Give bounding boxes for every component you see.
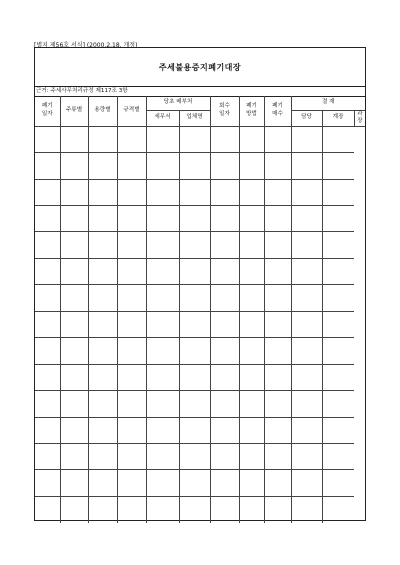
ledger-cell[interactable] bbox=[117, 205, 146, 231]
ledger-cell[interactable] bbox=[117, 391, 146, 417]
ledger-row bbox=[35, 417, 365, 443]
ledger-cell[interactable] bbox=[291, 258, 322, 284]
ledger-cell[interactable] bbox=[179, 258, 210, 284]
ledger-cell[interactable] bbox=[146, 470, 179, 496]
ledger-cell[interactable] bbox=[60, 338, 88, 364]
ledger-cell[interactable] bbox=[60, 179, 88, 205]
ledger-cell[interactable] bbox=[179, 444, 210, 470]
ledger-row bbox=[35, 285, 365, 311]
header-capacity: 용량별 bbox=[88, 96, 117, 126]
ledger-cell[interactable] bbox=[210, 232, 239, 258]
ledger-cell[interactable] bbox=[322, 179, 354, 205]
ledger-cell[interactable] bbox=[88, 232, 117, 258]
header-company: 업체명 bbox=[179, 110, 210, 126]
ledger-cell[interactable] bbox=[322, 338, 354, 364]
ledger-cell[interactable] bbox=[264, 417, 291, 443]
ledger-cell[interactable] bbox=[322, 311, 354, 337]
ledger-cell[interactable] bbox=[35, 285, 60, 311]
ledger-row bbox=[35, 391, 365, 417]
ledger-cell[interactable] bbox=[291, 311, 322, 337]
ledger-cell[interactable] bbox=[210, 470, 239, 496]
header-disposal-method: 폐기 방법 bbox=[239, 96, 264, 126]
ledger-cell[interactable] bbox=[179, 364, 210, 390]
ledger-cell[interactable] bbox=[264, 391, 291, 417]
ledger-cell[interactable] bbox=[179, 470, 210, 496]
ledger-cell[interactable] bbox=[239, 258, 264, 284]
ledger-cell[interactable] bbox=[60, 391, 88, 417]
ledger-cell[interactable] bbox=[88, 258, 117, 284]
ledger-cell[interactable] bbox=[239, 285, 264, 311]
ledger-cell[interactable] bbox=[264, 153, 291, 179]
ledger-cell[interactable] bbox=[146, 232, 179, 258]
ledger-cell[interactable] bbox=[146, 258, 179, 284]
ledger-row bbox=[35, 232, 365, 258]
ledger-cell[interactable] bbox=[291, 285, 322, 311]
ledger-cell[interactable] bbox=[291, 205, 322, 231]
header-staff: 담당 bbox=[291, 110, 322, 126]
ledger-cell[interactable] bbox=[264, 338, 291, 364]
header-category: 주류별 bbox=[60, 96, 88, 126]
ledger-cell[interactable] bbox=[35, 391, 60, 417]
ledger-cell[interactable] bbox=[291, 179, 322, 205]
ledger-cell[interactable] bbox=[210, 179, 239, 205]
ledger-cell[interactable] bbox=[179, 205, 210, 231]
ledger-row bbox=[35, 311, 365, 337]
ledger-cell[interactable] bbox=[264, 258, 291, 284]
ledger-cell[interactable] bbox=[210, 126, 239, 152]
ledger-cell[interactable] bbox=[264, 285, 291, 311]
ledger-cell[interactable] bbox=[239, 232, 264, 258]
ledger-cell[interactable] bbox=[322, 232, 354, 258]
header-section-head: 과장 bbox=[354, 110, 365, 126]
ledger-table bbox=[35, 96, 365, 523]
header-disposal-count: 폐기 매수 bbox=[264, 96, 291, 126]
ledger-cell[interactable] bbox=[60, 126, 88, 152]
ledger-cell[interactable] bbox=[88, 444, 117, 470]
ledger-cell[interactable] bbox=[291, 391, 322, 417]
ledger-cell[interactable] bbox=[210, 311, 239, 337]
ledger-cell[interactable] bbox=[35, 444, 60, 470]
ledger-cell[interactable] bbox=[210, 444, 239, 470]
ledger-cell[interactable] bbox=[117, 179, 146, 205]
ledger-cell[interactable] bbox=[322, 496, 354, 522]
ledger-cell[interactable] bbox=[88, 179, 117, 205]
ledger-cell[interactable] bbox=[179, 417, 210, 443]
ledger-cell[interactable] bbox=[35, 153, 60, 179]
ledger-cell[interactable] bbox=[239, 417, 264, 443]
ledger-cell[interactable] bbox=[210, 417, 239, 443]
ledger-cell[interactable] bbox=[210, 205, 239, 231]
ledger-cell[interactable] bbox=[210, 338, 239, 364]
ledger-cell[interactable] bbox=[239, 205, 264, 231]
ledger-cell[interactable] bbox=[117, 311, 146, 337]
ledger-cell[interactable] bbox=[210, 364, 239, 390]
ledger-cell[interactable] bbox=[179, 496, 210, 522]
form-title: 주세불용증지폐기대장 bbox=[35, 48, 365, 87]
ledger-cell[interactable] bbox=[60, 153, 88, 179]
ledger-cell[interactable] bbox=[35, 338, 60, 364]
ledger-cell[interactable] bbox=[117, 153, 146, 179]
ledger-row bbox=[35, 496, 365, 522]
header-disposal-date: 폐기 일자 bbox=[35, 96, 60, 126]
ledger-cell[interactable] bbox=[179, 179, 210, 205]
ledger-cell[interactable] bbox=[146, 285, 179, 311]
ledger-cell[interactable] bbox=[239, 179, 264, 205]
ledger-cell[interactable] bbox=[35, 205, 60, 231]
ledger-cell[interactable] bbox=[179, 338, 210, 364]
ledger-cell[interactable] bbox=[35, 126, 60, 152]
ledger-cell[interactable] bbox=[239, 126, 264, 152]
ledger-row bbox=[35, 153, 365, 179]
form-caption: [별지 제56호 서식] (2000.2.18. 개정) bbox=[34, 42, 138, 49]
ledger-cell[interactable] bbox=[264, 311, 291, 337]
ledger-cell[interactable] bbox=[88, 153, 117, 179]
ledger-cell[interactable] bbox=[146, 364, 179, 390]
ledger-cell[interactable] bbox=[322, 391, 354, 417]
ledger-cell[interactable] bbox=[146, 205, 179, 231]
ledger-body bbox=[35, 126, 365, 523]
ledger-cell[interactable] bbox=[88, 126, 117, 152]
ledger-cell[interactable] bbox=[146, 179, 179, 205]
ledger-cell[interactable] bbox=[291, 470, 322, 496]
ledger-form bbox=[34, 47, 366, 521]
ledger-cell[interactable] bbox=[60, 496, 88, 522]
ledger-cell[interactable] bbox=[239, 470, 264, 496]
header-recovery-date: 회수 일자 bbox=[210, 96, 239, 126]
ledger-cell[interactable] bbox=[88, 496, 117, 522]
header-tax-office: 세무서 bbox=[146, 110, 179, 126]
header-standard: 규격별 bbox=[117, 96, 146, 126]
ledger-row bbox=[35, 126, 365, 152]
ledger-cell[interactable] bbox=[264, 205, 291, 231]
ledger-cell[interactable] bbox=[322, 364, 354, 390]
ledger-cell[interactable] bbox=[291, 126, 322, 152]
ledger-cell[interactable] bbox=[117, 258, 146, 284]
ledger-cell[interactable] bbox=[239, 311, 264, 337]
ledger-cell[interactable] bbox=[146, 496, 179, 522]
ledger-row bbox=[35, 444, 365, 470]
ledger-cell[interactable] bbox=[88, 417, 117, 443]
ledger-cell[interactable] bbox=[210, 153, 239, 179]
ledger-row bbox=[35, 205, 365, 231]
ledger-cell[interactable] bbox=[60, 205, 88, 231]
ledger-cell[interactable] bbox=[60, 232, 88, 258]
ledger-cell[interactable] bbox=[117, 126, 146, 152]
ledger-cell[interactable] bbox=[264, 496, 291, 522]
ledger-cell[interactable] bbox=[291, 153, 322, 179]
ledger-cell[interactable] bbox=[322, 205, 354, 231]
ledger-cell[interactable] bbox=[60, 258, 88, 284]
ledger-cell[interactable] bbox=[35, 232, 60, 258]
ledger-row bbox=[35, 179, 365, 205]
ledger-cell[interactable] bbox=[264, 232, 291, 258]
ledger-cell[interactable] bbox=[146, 417, 179, 443]
ledger-cell[interactable] bbox=[210, 285, 239, 311]
ledger-cell[interactable] bbox=[88, 205, 117, 231]
ledger-cell[interactable] bbox=[291, 364, 322, 390]
ledger-cell[interactable] bbox=[88, 338, 117, 364]
ledger-cell[interactable] bbox=[117, 496, 146, 522]
ledger-cell[interactable] bbox=[322, 258, 354, 284]
ledger-cell[interactable] bbox=[146, 391, 179, 417]
ledger-cell[interactable] bbox=[322, 153, 354, 179]
ledger-cell[interactable] bbox=[291, 232, 322, 258]
ledger-cell[interactable] bbox=[264, 444, 291, 470]
ledger-cell[interactable] bbox=[239, 496, 264, 522]
ledger-cell[interactable] bbox=[117, 417, 146, 443]
ledger-cell[interactable] bbox=[264, 364, 291, 390]
ledger-cell[interactable] bbox=[179, 391, 210, 417]
ledger-cell[interactable] bbox=[264, 126, 291, 152]
ledger-cell[interactable] bbox=[88, 311, 117, 337]
ledger-cell[interactable] bbox=[322, 417, 354, 443]
ledger-cell[interactable] bbox=[291, 338, 322, 364]
ledger-cell[interactable] bbox=[179, 311, 210, 337]
ledger-cell[interactable] bbox=[239, 444, 264, 470]
header-chief: 계장 bbox=[322, 110, 354, 126]
ledger-cell[interactable] bbox=[60, 444, 88, 470]
ledger-cell[interactable] bbox=[179, 232, 210, 258]
form-basis: 근거: 주세사무처리규정 제117조 3항 bbox=[35, 86, 365, 97]
ledger-cell[interactable] bbox=[210, 258, 239, 284]
header-original-delivery: 당초 배부처 bbox=[146, 96, 210, 110]
ledger-cell[interactable] bbox=[35, 258, 60, 284]
ledger-cell[interactable] bbox=[60, 285, 88, 311]
ledger-cell[interactable] bbox=[117, 364, 146, 390]
header-approval: 결 재 bbox=[291, 96, 365, 110]
ledger-cell[interactable] bbox=[146, 338, 179, 364]
ledger-cell[interactable] bbox=[264, 179, 291, 205]
ledger-cell[interactable] bbox=[60, 364, 88, 390]
ledger-row bbox=[35, 470, 365, 496]
ledger-cell[interactable] bbox=[117, 470, 146, 496]
ledger-cell[interactable] bbox=[60, 470, 88, 496]
ledger-cell[interactable] bbox=[239, 364, 264, 390]
ledger-cell[interactable] bbox=[239, 338, 264, 364]
ledger-cell[interactable] bbox=[291, 417, 322, 443]
ledger-cell[interactable] bbox=[88, 285, 117, 311]
ledger-cell[interactable] bbox=[35, 311, 60, 337]
ledger-cell[interactable] bbox=[88, 364, 117, 390]
ledger-cell[interactable] bbox=[88, 391, 117, 417]
ledger-cell[interactable] bbox=[210, 391, 239, 417]
ledger-cell[interactable] bbox=[291, 496, 322, 522]
ledger-cell[interactable] bbox=[60, 417, 88, 443]
ledger-cell[interactable] bbox=[117, 232, 146, 258]
ledger-cell[interactable] bbox=[179, 285, 210, 311]
ledger-cell[interactable] bbox=[264, 470, 291, 496]
ledger-cell[interactable] bbox=[35, 470, 60, 496]
ledger-row bbox=[35, 364, 365, 390]
ledger-cell[interactable] bbox=[60, 311, 88, 337]
ledger-cell[interactable] bbox=[322, 285, 354, 311]
ledger-cell[interactable] bbox=[35, 179, 60, 205]
ledger-cell[interactable] bbox=[291, 444, 322, 470]
ledger-cell[interactable] bbox=[179, 153, 210, 179]
ledger-cell[interactable] bbox=[146, 153, 179, 179]
ledger-row bbox=[35, 338, 365, 364]
ledger-cell[interactable] bbox=[117, 285, 146, 311]
ledger-cell[interactable] bbox=[35, 364, 60, 390]
ledger-cell[interactable] bbox=[88, 470, 117, 496]
ledger-cell[interactable] bbox=[117, 444, 146, 470]
ledger-cell[interactable] bbox=[239, 391, 264, 417]
ledger-cell[interactable] bbox=[146, 311, 179, 337]
ledger-cell[interactable] bbox=[117, 338, 146, 364]
ledger-cell[interactable] bbox=[210, 496, 239, 522]
ledger-cell[interactable] bbox=[322, 126, 354, 152]
ledger-cell[interactable] bbox=[239, 153, 264, 179]
ledger-cell[interactable] bbox=[322, 444, 354, 470]
ledger-cell[interactable] bbox=[35, 417, 60, 443]
ledger-cell[interactable] bbox=[35, 496, 60, 522]
ledger-cell[interactable] bbox=[146, 444, 179, 470]
ledger-cell[interactable] bbox=[322, 470, 354, 496]
ledger-cell[interactable] bbox=[179, 126, 210, 152]
ledger-cell[interactable] bbox=[146, 126, 179, 152]
ledger-row bbox=[35, 258, 365, 284]
